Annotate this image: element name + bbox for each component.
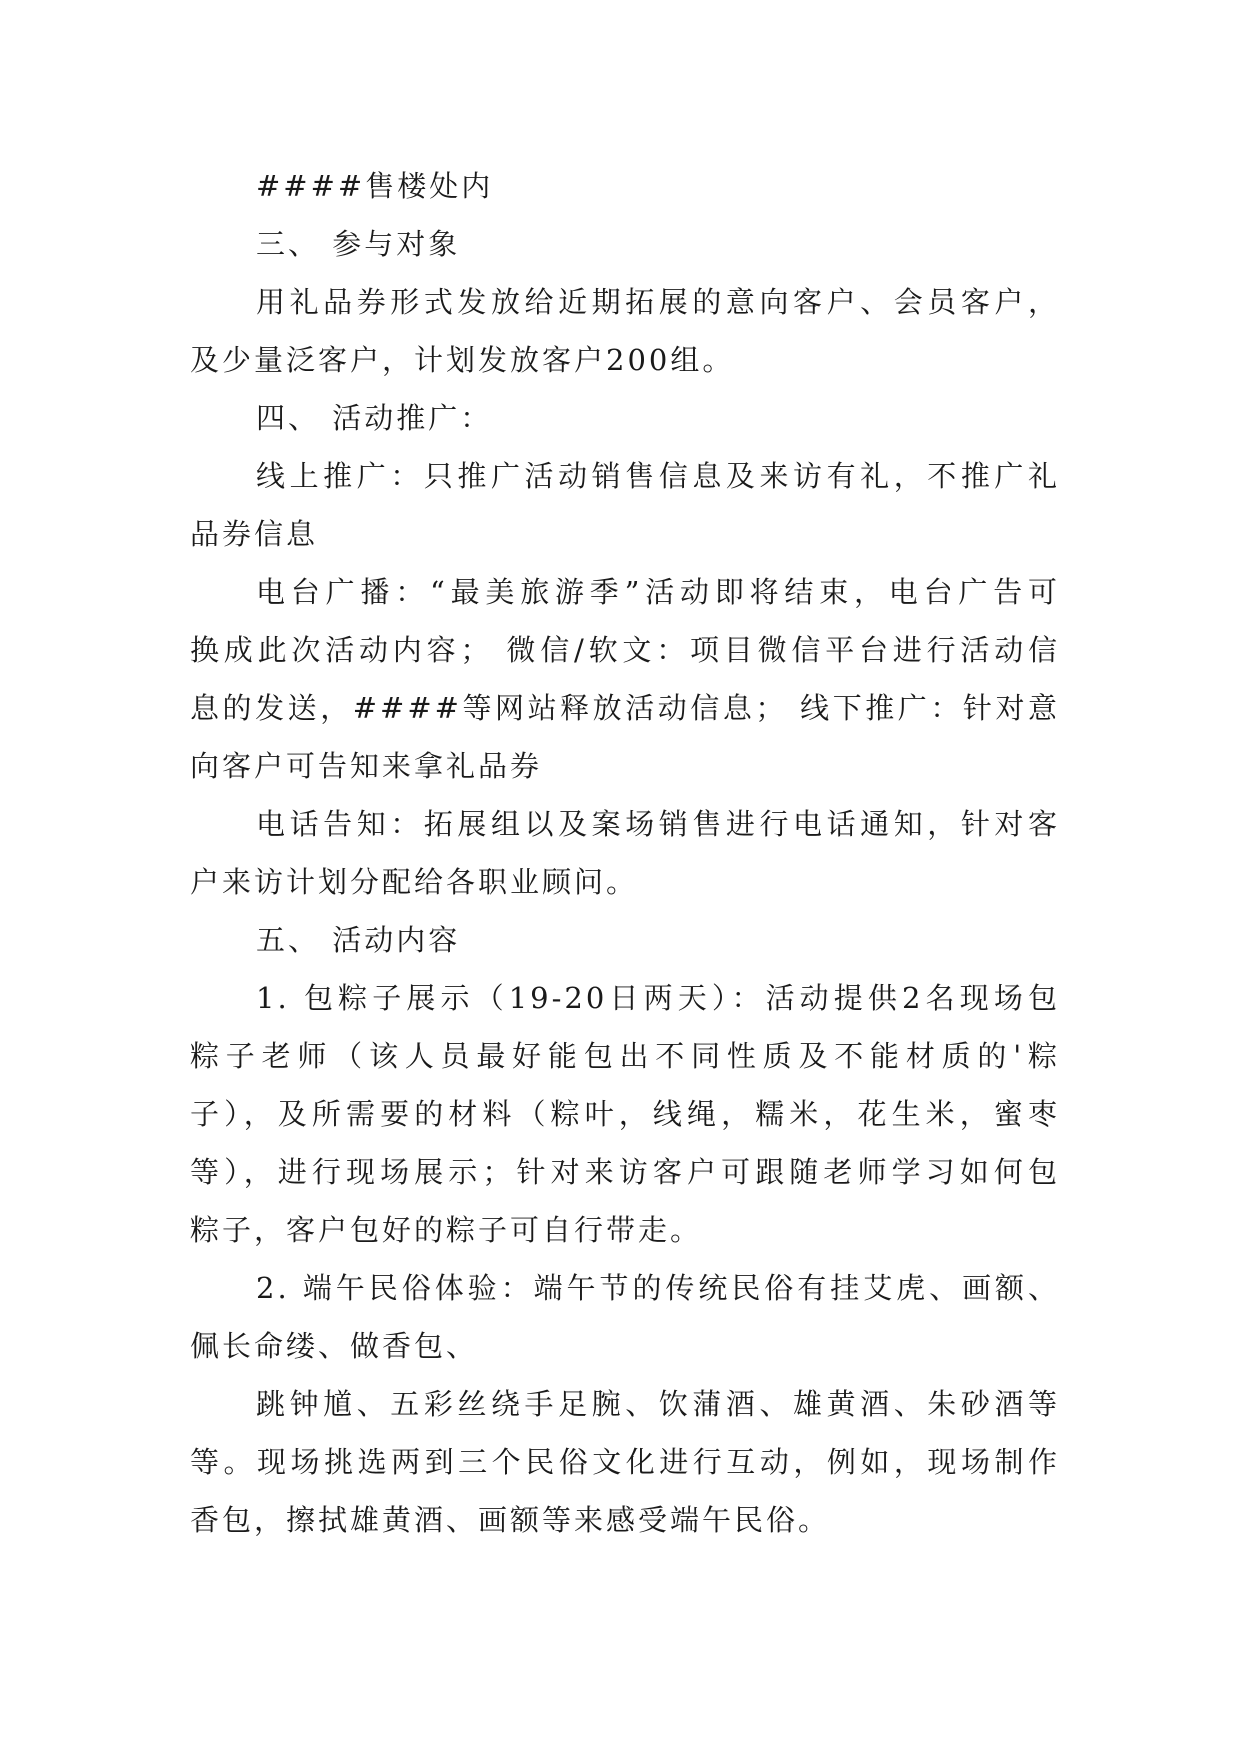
text-line: 向客户可告知来拿礼品券: [190, 749, 543, 783]
text-line: 香包，擦拭雄黄酒、画额等来感受端午民俗。: [190, 1503, 831, 1537]
text-line: 品券信息: [190, 517, 319, 551]
text-line: 换成此次活动内容； 微信/软文：项目微信平台进行活动信: [190, 633, 1060, 667]
text-line: 电台广播：“最美旅游季”活动即将结束，电台广告可: [256, 575, 1060, 609]
text-line: 1. 包粽子展示（19-20日两天）：活动提供2名现场包: [256, 981, 1060, 1015]
section-heading: 五、 活动内容: [256, 923, 461, 957]
text-line: 粽子老师（该人员最好能包出不同性质及不能材质的'粽: [190, 1039, 1060, 1073]
text-line: 跳钟馗、五彩丝绕手足腕、饮蒲酒、雄黄酒、朱砂酒等: [256, 1387, 1060, 1421]
text-line: 息的发送，####等网站释放活动信息； 线下推广：针对意: [190, 691, 1060, 725]
section-heading: 四、 活动推广：: [256, 401, 493, 435]
text-line: 等），进行现场展示；针对来访客户可跟随老师学习如何包: [190, 1155, 1060, 1189]
text-line: ####售楼处内: [256, 169, 494, 203]
text-line: 用礼品券形式发放给近期拓展的意向客户、会员客户，: [256, 285, 1060, 319]
text-line: 粽子，客户包好的粽子可自行带走。: [190, 1213, 703, 1247]
section-heading: 三、 参与对象: [256, 227, 461, 261]
text-line: 电话告知：拓展组以及案场销售进行电话通知，针对客: [256, 807, 1060, 841]
text-line: 等。现场挑选两到三个民俗文化进行互动，例如，现场制作: [190, 1445, 1060, 1479]
document-body: [190, 157, 1060, 1549]
text-line: 及少量泛客户，计划发放客户200组。: [190, 343, 735, 377]
text-line: 子），及所需要的材料（粽叶，线绳，糯米，花生米，蜜枣: [190, 1097, 1060, 1131]
text-line: 佩长命缕、做香包、: [190, 1329, 479, 1363]
text-line: 线上推广：只推广活动销售信息及来访有礼，不推广礼: [256, 459, 1060, 493]
text-line: 户来访计划分配给各职业顾问。: [190, 865, 639, 899]
text-line: 2. 端午民俗体验：端午节的传统民俗有挂艾虎、画额、: [256, 1271, 1060, 1305]
